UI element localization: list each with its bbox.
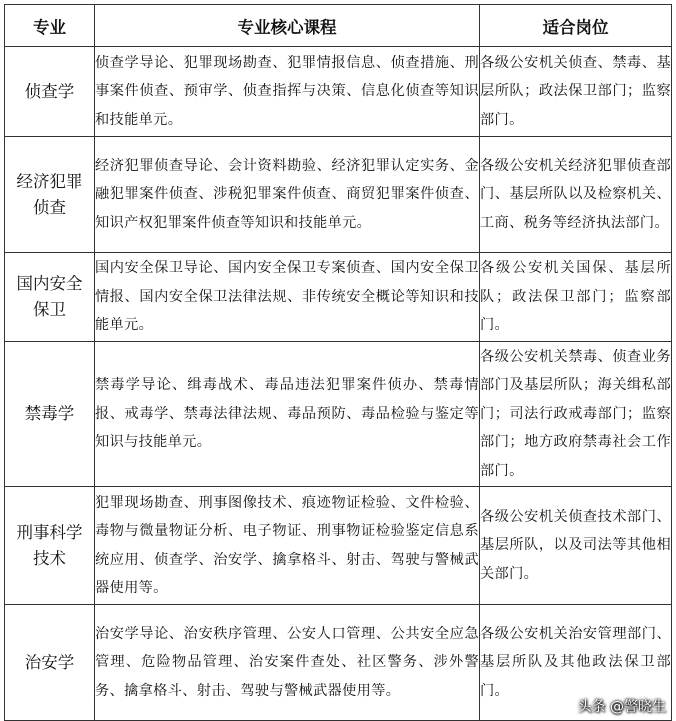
major-cell: 治安学 bbox=[5, 605, 95, 721]
major-cell bbox=[5, 253, 95, 342]
watermark bbox=[555, 696, 666, 716]
jobs-cell: 各级公安机关国保、基层所队；政法保卫部门；监察部门。 bbox=[480, 253, 672, 342]
courses-cell: 犯罪现场勘查、刑事图像技术、痕迹物证检验、文件检验、毒物与微量物证分析、电子物证、刑事物证检验鉴定信息系统应用、侦查学、治安学、擒拿格斗、射击、驾驶与警械武器使用等。 bbox=[95, 487, 480, 605]
courses-cell: 禁毒学导论、缉毒战术、毒品违法犯罪案件侦办、禁毒情报、戒毒学、禁毒法律法规、毒品预防、毒品检验与鉴定等知识与技能单元。 bbox=[95, 342, 480, 487]
major-label: 国内安全保卫 bbox=[16, 274, 83, 319]
jobs-cell: 各级公安机关经济犯罪侦查部门、基层所队以及检察机关、工商、税务等经济执法部门。 bbox=[480, 137, 672, 253]
table-row bbox=[5, 253, 672, 342]
jobs-cell: 各级公安机关侦查、禁毒、基层所队；政法保卫部门；监察部门。 bbox=[480, 47, 672, 137]
major-label: 经济犯罪侦查 bbox=[16, 171, 83, 217]
courses-cell: 经济犯罪侦查导论、会计资料勘验、经济犯罪认定实务、金融犯罪案件侦查、涉税犯罪案件侦查、商贸犯罪案件侦查、知识产权犯罪案件侦查等知识和技能单元。 bbox=[95, 137, 480, 253]
table-row bbox=[5, 47, 672, 137]
table-row bbox=[5, 137, 672, 253]
courses-cell: 国内安全保卫导论、国内安全保卫专案侦查、国内安全保卫情报、国内安全保卫法律法规、非传统安全概论等知识和技能单元。 bbox=[95, 253, 480, 342]
major-label: 刑事科学技术 bbox=[16, 522, 83, 568]
toutiao-logo-icon bbox=[555, 698, 573, 714]
courses-cell: 侦查学导论、犯罪现场勘查、犯罪情报信息、侦查措施、刑事案件侦查、预审学、侦查指挥与决策、信息化侦查等知识和技能单元。 bbox=[95, 47, 480, 137]
table-row bbox=[5, 487, 672, 605]
jobs-cell: 各级公安机关治安管理部门、基层所队及其他政法保卫部门。 bbox=[480, 605, 672, 721]
jobs-cell: 各级公安机关侦查技术部门、基层所队，以及司法等其他相关部门。 bbox=[480, 487, 672, 605]
header-row bbox=[5, 5, 672, 47]
major-cell bbox=[5, 137, 95, 253]
header-courses: 专业核心课程 bbox=[95, 5, 480, 47]
major-cell: 禁毒学 bbox=[5, 342, 95, 487]
header-major: 专业 bbox=[5, 5, 95, 47]
watermark-text: 头条 @警晓生 bbox=[577, 699, 666, 715]
jobs-cell: 各级公安机关禁毒、侦查业务部门及基层所队；海关缉私部门；司法行政戒毒部门；监察部门；地方政府禁毒社会工作部门。 bbox=[480, 342, 672, 487]
major-cell bbox=[5, 487, 95, 605]
table-row bbox=[5, 342, 672, 487]
major-cell: 侦查学 bbox=[5, 47, 95, 137]
courses-cell: 治安学导论、治安秩序管理、公安人口管理、公共安全应急管理、危险物品管理、治安案件查处、社区警务、涉外警务、擒拿格斗、射击、驾驶与警械武器使用等。 bbox=[95, 605, 480, 721]
majors-table bbox=[4, 4, 672, 721]
header-jobs: 适合岗位 bbox=[480, 5, 672, 47]
